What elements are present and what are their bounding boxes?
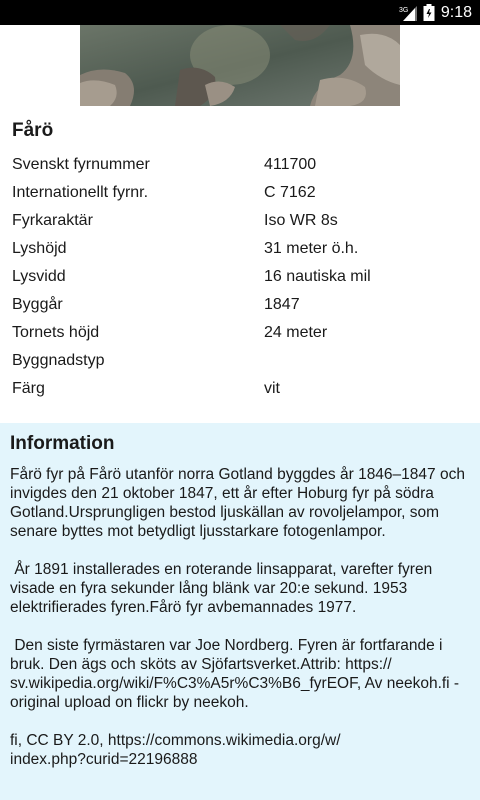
spec-value: C 7162 [264,184,316,201]
specs-table [12,151,472,403]
signal-3g-icon [399,5,417,21]
spec-value: Iso WR 8s [264,212,338,229]
spec-row [12,151,472,179]
spec-value: 16 nautiska mil [264,268,371,285]
spec-row [12,207,472,235]
status-time: 9:18 [440,3,472,21]
information-heading: Information [10,433,115,454]
information-paragraph: Den siste fyrmästaren var Joe Nordberg. Fyren är fortfarande i bruk. Den ägs och sköts av Sjöfartsverket.Attrib: https:// sv.wikipedia.org/wiki/F%C3%A5r%C3%B6_fyrEOF, Av neekoh.fi - original upload on flickr by neekoh. [10,637,460,711]
spec-row [12,291,472,319]
spec-value: 31 meter ö.h. [264,240,359,257]
spec-label: Lysvidd [12,268,66,285]
spec-row [12,319,472,347]
spec-label: Byggnadstyp [12,352,105,369]
information-panel [0,423,480,800]
battery-icon [423,4,435,21]
information-paragraph: Fårö fyr på Fårö utanför norra Gotland byggdes år 1846–1847 och invigdes den 21 oktober 1847, ett år efter Hoburg fyr på södra Gotland.Ursprungligen bestod ljuskällan av rovoljelampor, som senare byttes mot betydligt ljusstarkare fotogenlampor. [10,466,470,540]
spec-row [12,179,472,207]
information-paragraph: fi, CC BY 2.0, https://commons.wikimedia.org/w/ index.php?curid=22196888 [10,732,341,768]
spec-label: Tornets höjd [12,324,100,341]
spec-label: Lyshöjd [12,240,67,257]
spec-value: 411700 [264,156,317,173]
network-label: 3G [398,6,409,14]
spec-value: 1847 [264,296,300,313]
spec-row [12,375,472,403]
spec-label: Internationellt fyrnr. [12,184,149,201]
spec-row [12,235,472,263]
spec-value: vit [264,380,280,397]
spec-label: Byggår [12,296,63,313]
spec-label: Fyrkaraktär [12,212,93,229]
status-bar [0,0,480,25]
spec-row [12,263,472,291]
spec-label: Färg [12,380,45,397]
spec-label: Svenskt fyrnummer [12,156,150,173]
information-paragraph: År 1891 installerades en roterande linsapparat, varefter fyren visade en fyra sekunder lång blänk var 20:e sekund. 1953 elektrifierades fyren.Fårö fyr avbemannades 1977. [10,561,437,616]
spec-row [12,347,472,375]
lighthouse-photo [80,25,400,106]
spec-value: 24 meter [264,324,328,341]
lighthouse-name: Fårö [12,120,54,141]
